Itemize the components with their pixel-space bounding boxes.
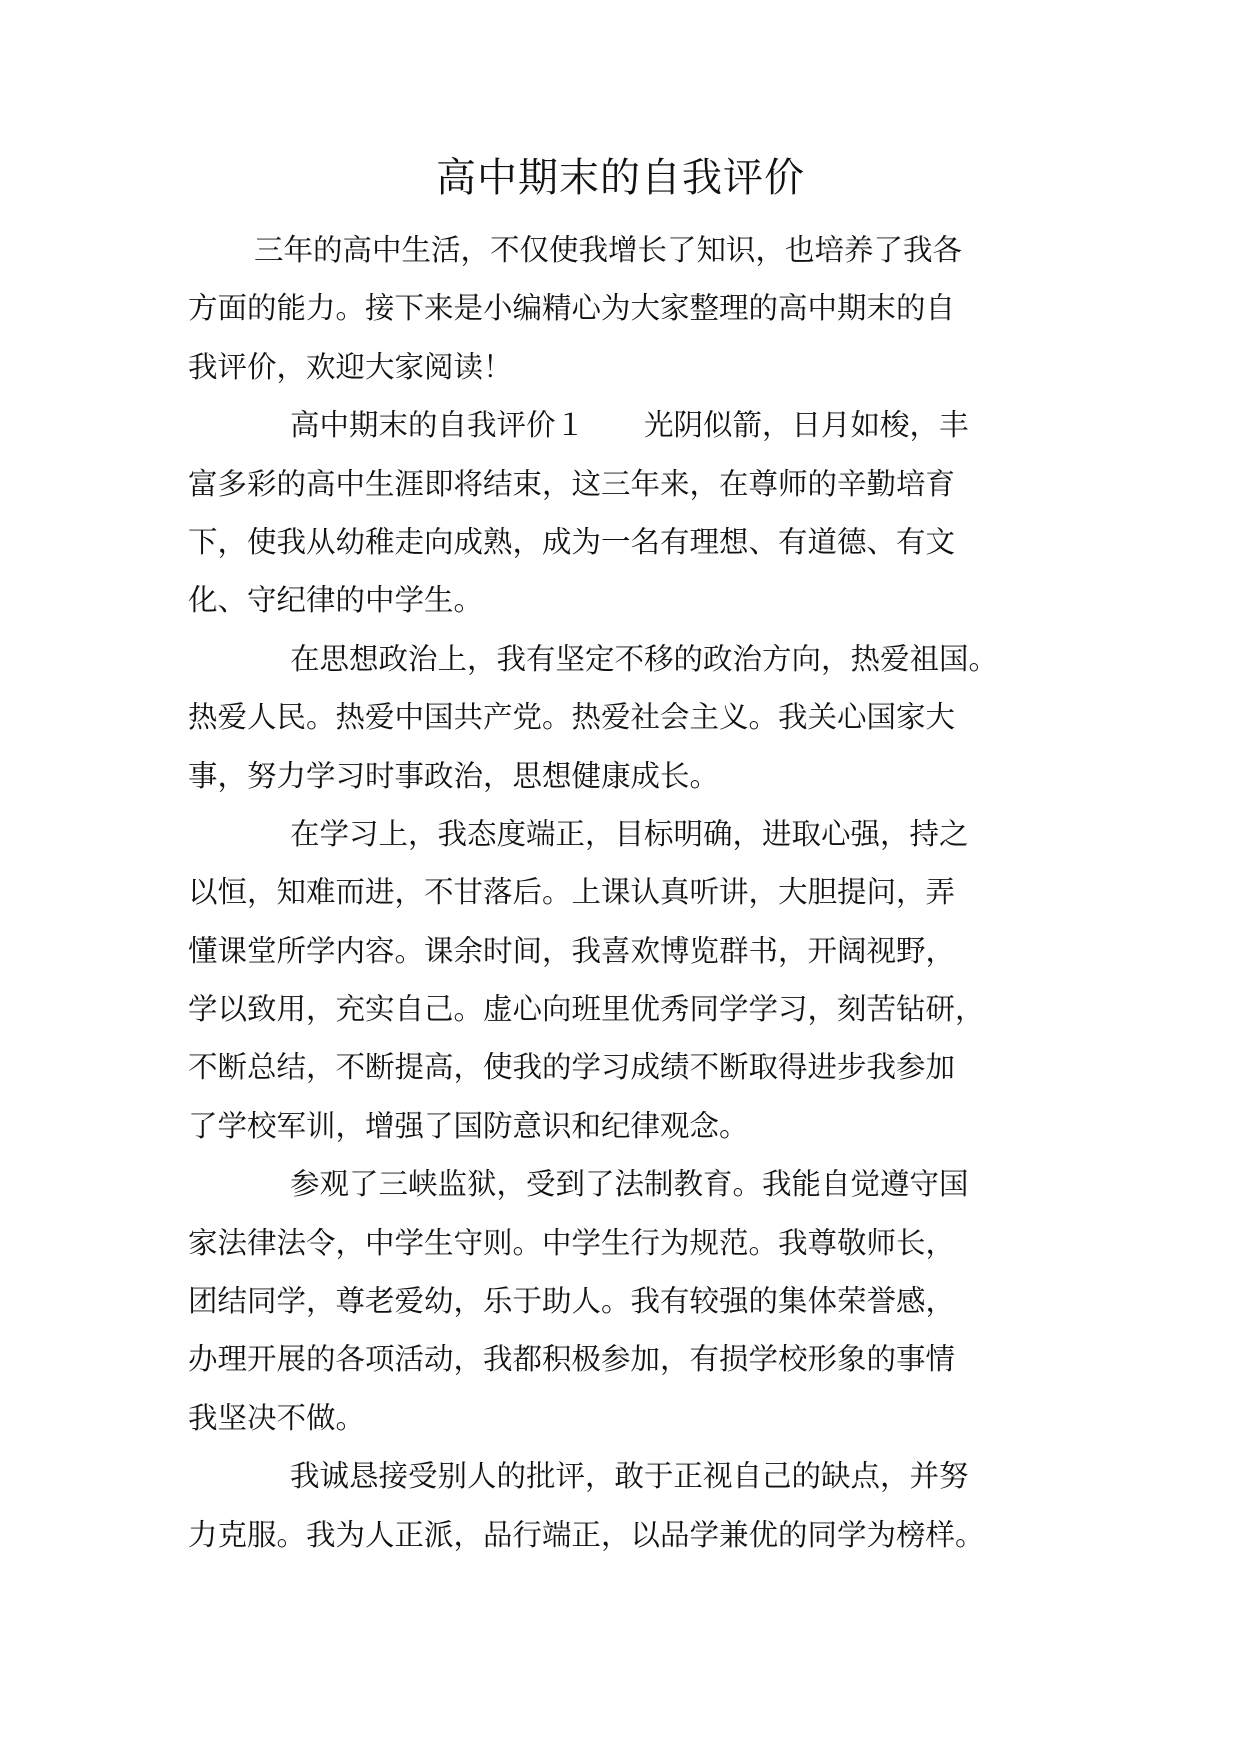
study-line-5: 不断总结，不断提高，使我的学习成绩不断取得进步我参加: [188, 1050, 956, 1085]
document-title: 高中期末的自我评价: [436, 155, 805, 201]
section-1-line-3: 下，使我从幼稚走向成熟，成为一名有理想、有道德、有文: [188, 524, 956, 559]
section-1-line-4: 化、守纪律的中学生。: [188, 583, 484, 618]
conduct-line-4: 办理开展的各项活动，我都积极参加，有损学校形象的事情: [188, 1342, 956, 1377]
criticism-line-1: 我诚恳接受别人的批评，敢于正视自己的缺点，并努: [290, 1459, 969, 1494]
study-line-4: 学以致用，充实自己。虚心向班里优秀同学学习，刻苦钻研，: [188, 992, 985, 1027]
section-1-line-2: 富多彩的高中生涯即将结束，这三年来，在尊师的辛勤培育: [188, 466, 956, 501]
study-line-1: 在学习上，我态度端正，目标明确，进取心强，持之: [290, 816, 969, 851]
conduct-line-1: 参观了三峡监狱，受到了法制教育。我能自觉遵守国: [290, 1167, 969, 1202]
document-body: [188, 221, 1058, 1564]
study-line-6: 了学校军训，增强了国防意识和纪律观念。: [188, 1108, 749, 1143]
study-line-2: 以恒，知难而进，不甘落后。上课认真听讲，大胆提问，弄: [188, 875, 956, 910]
politics-line-2: 热爱人民。热爱中国共产党。热爱社会主义。我关心国家大: [188, 700, 956, 735]
criticism-line-2: 力克服。我为人正派，品行端正，以品学兼优的同学为榜样。: [188, 1517, 985, 1552]
intro-line-3: 我评价，欢迎大家阅读！: [188, 349, 513, 384]
intro-line-1: 三年的高中生活，不仅使我增长了知识，也培养了我各: [254, 233, 963, 267]
politics-line-3: 事，努力学习时事政治，思想健康成长。: [188, 758, 720, 793]
section-1-line-1: 高中期末的自我评价１ 光阴似箭，日月如梭，丰: [290, 408, 969, 443]
politics-line-1: 在思想政治上，我有坚定不移的政治方向，热爱祖国。: [290, 641, 999, 676]
conduct-line-3: 团结同学，尊老爱幼，乐于助人。我有较强的集体荣誉感，: [188, 1284, 956, 1319]
study-line-3: 懂课堂所学内容。课余时间，我喜欢博览群书，开阔视野，: [188, 933, 956, 968]
intro-line-2: 方面的能力。接下来是小编精心为大家整理的高中期末的自: [188, 291, 956, 326]
conduct-line-2: 家法律法令，中学生守则。中学生行为规范。我尊敬师长，: [188, 1225, 956, 1260]
conduct-line-5: 我坚决不做。: [188, 1400, 366, 1435]
